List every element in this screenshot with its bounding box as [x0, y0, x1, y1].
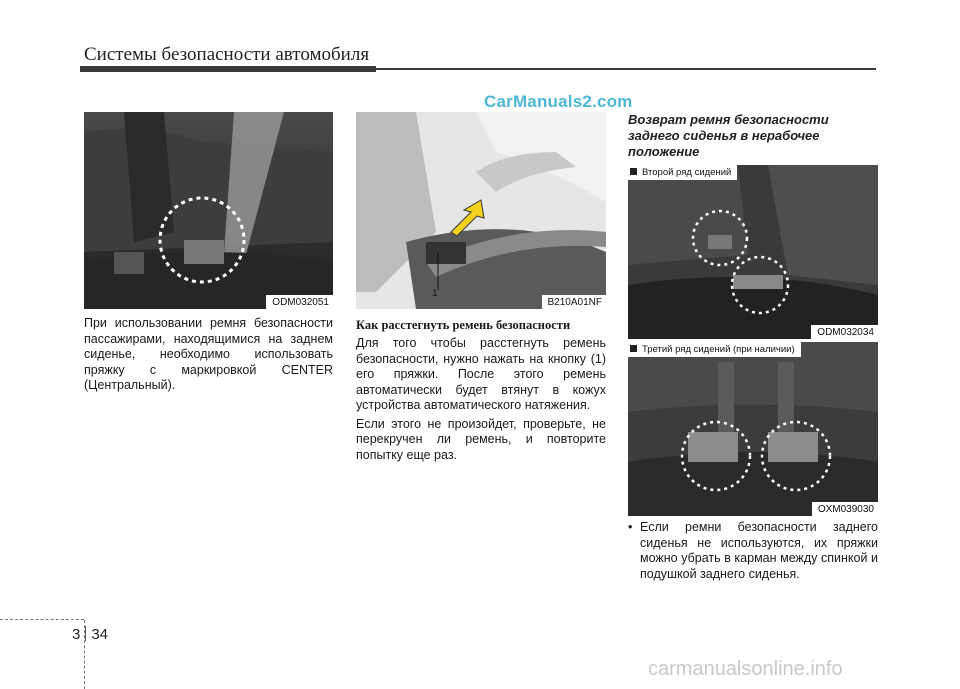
page-number [72, 626, 108, 643]
page-number-value: 34 [91, 626, 109, 643]
stowing-heading: Возврат ремня безопасности заднего сиденья в нерабочее положение [628, 112, 829, 159]
watermark-top[interactable]: CarManuals2.com [484, 92, 633, 111]
square-bullet-icon [630, 168, 637, 175]
callout-number: 1 [432, 288, 438, 299]
figure-third-row-photo [628, 342, 878, 516]
square-bullet-icon [630, 345, 637, 352]
second-row-seat-illustration [628, 165, 878, 339]
unbuckle-heading: Как расстегнуть ремень безопасности [356, 318, 571, 332]
header-bar [80, 66, 376, 72]
stowing-bullet-item [628, 520, 878, 582]
header-rule [376, 68, 876, 70]
unbuckle-paragraph-1: Для того чтобы расстегнуть ремень безопасности, нужно нажать на кнопку (1) его пряжки. После этого ремень автоматически будет втянут в кожух устройства автоматического натяжения. [356, 336, 606, 412]
seat-belt-buckle-illustration [84, 112, 333, 309]
figure-center-buckle-photo [84, 112, 333, 309]
chapter-number: 3 [72, 626, 81, 643]
figure-code: B210A01NF [542, 295, 606, 309]
footer-dashed-rule [0, 619, 84, 620]
figure-label: Второй ряд сидений [628, 165, 737, 180]
section-title: Системы безопасности автомобиля [84, 44, 370, 65]
bullet-mark: • [628, 520, 633, 534]
unbuckle-paragraph-2: Если этого не произойдет, проверьте, не перекручен ли ремень, и повторите попытку еще раз. [356, 416, 606, 462]
stowing-bullet-text: Если ремни безопасности заднего сиденья не используются, их пряжки можно убрать в карман между спинкой и подушкой заднего сиденья. [640, 520, 878, 581]
figure-second-row-photo [628, 165, 878, 339]
watermark-bottom[interactable]: carmanualsonline.info [648, 658, 843, 680]
unbuckle-illustration [356, 112, 606, 309]
figure-code: ODM032034 [811, 325, 878, 339]
center-buckle-paragraph: При использовании ремня безопасности пассажирами, находящимися на заднем сиденье, необходимо использовать пряжку с маркировкой CENTER (Центральный). [84, 316, 333, 392]
third-row-seat-illustration [628, 342, 878, 516]
figure-label: Третий ряд сидений (при наличии) [628, 342, 801, 357]
page-number-separator [85, 626, 86, 641]
unbuckle-text [356, 336, 606, 466]
figure-code: ODM032051 [266, 295, 333, 309]
figure-unbuckle-photo [356, 112, 606, 309]
figure-code: OXM039030 [812, 502, 878, 516]
